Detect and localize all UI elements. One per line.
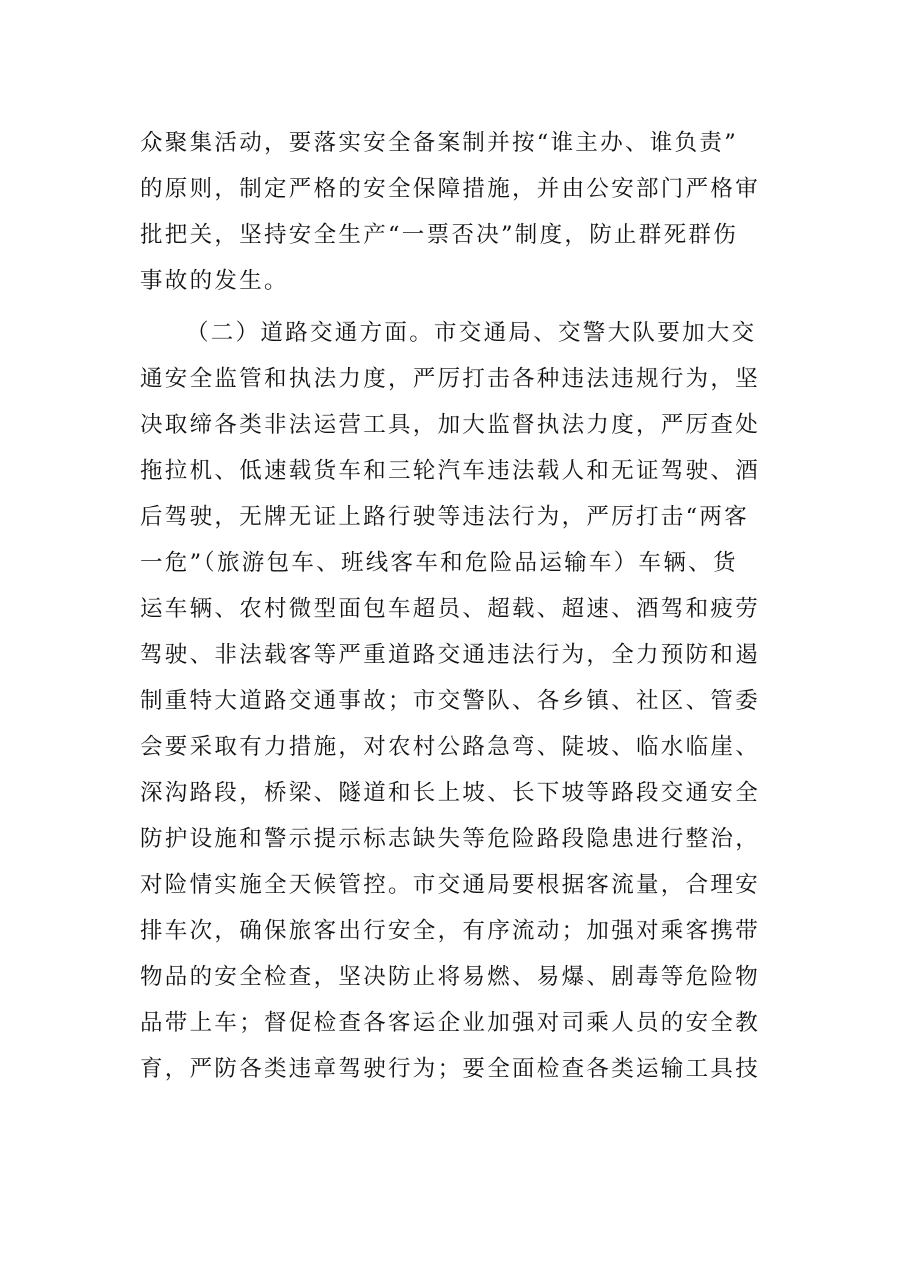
- text-line: 物品的安全检查，坚决防止将易燃、易爆、剧毒等危险物: [140, 964, 761, 990]
- paragraph-2: [140, 310, 770, 1092]
- text-line: 通安全监管和执法力度，严厉打击各种违法违规行为，坚: [140, 366, 761, 392]
- text-line: 排车次，确保旅客出行安全，有序流动；加强对乘客携带: [140, 918, 761, 944]
- text-line: 拖拉机、低速载货车和三轮汽车违法载人和无证驾驶、酒: [140, 458, 761, 484]
- text-line: 众聚集活动，要落实安全备案制并按“谁主办、谁负责”: [140, 130, 739, 156]
- document-body: [140, 120, 770, 1092]
- text-line: （二）道路交通方面。市交通局、交警大队要加大交: [186, 320, 757, 346]
- text-line: 会要采取有力措施，对农村公路急弯、陡坡、临水临崖、: [140, 734, 761, 760]
- text-line: 对险情实施全天候管控。市交通局要根据客流量，合理安: [140, 872, 761, 898]
- text-line: 后驾驶，无牌无证上路行驶等违法行为，严厉打击“两客: [140, 504, 750, 530]
- text-line: 驾驶、非法载客等严重道路交通违法行为，全力预防和遏: [140, 642, 761, 668]
- text-line: 育，严防各类违章驾驶行为；要全面检查各类运输工具技: [140, 1056, 761, 1082]
- text-line: 批把关，坚持安全生产“一票否决”制度，防止群死群伤: [140, 222, 739, 248]
- paragraph-1: [140, 120, 770, 304]
- text-line: 事故的发生。: [140, 268, 289, 294]
- text-line: 运车辆、农村微型面包车超员、超载、超速、酒驾和疲劳: [140, 596, 761, 622]
- text-line: 防护设施和警示提示标志缺失等危险路段隐患进行整治，: [140, 826, 761, 852]
- text-line: 的原则，制定严格的安全保障措施，并由公安部门严格审: [140, 176, 761, 202]
- text-line: 品带上车；督促检查各客运企业加强对司乘人员的安全教: [140, 1010, 761, 1036]
- text-line: 决取缔各类非法运营工具，加大监督执法力度，严厉查处: [140, 412, 761, 438]
- text-line: 一危”（旅游包车、班线客车和危险品运输车）车辆、货: [140, 550, 738, 576]
- text-line: 制重特大道路交通事故；市交警队、各乡镇、社区、管委: [140, 688, 761, 714]
- text-line: 深沟路段，桥梁、隧道和长上坡、长下坡等路段交通安全: [140, 780, 761, 806]
